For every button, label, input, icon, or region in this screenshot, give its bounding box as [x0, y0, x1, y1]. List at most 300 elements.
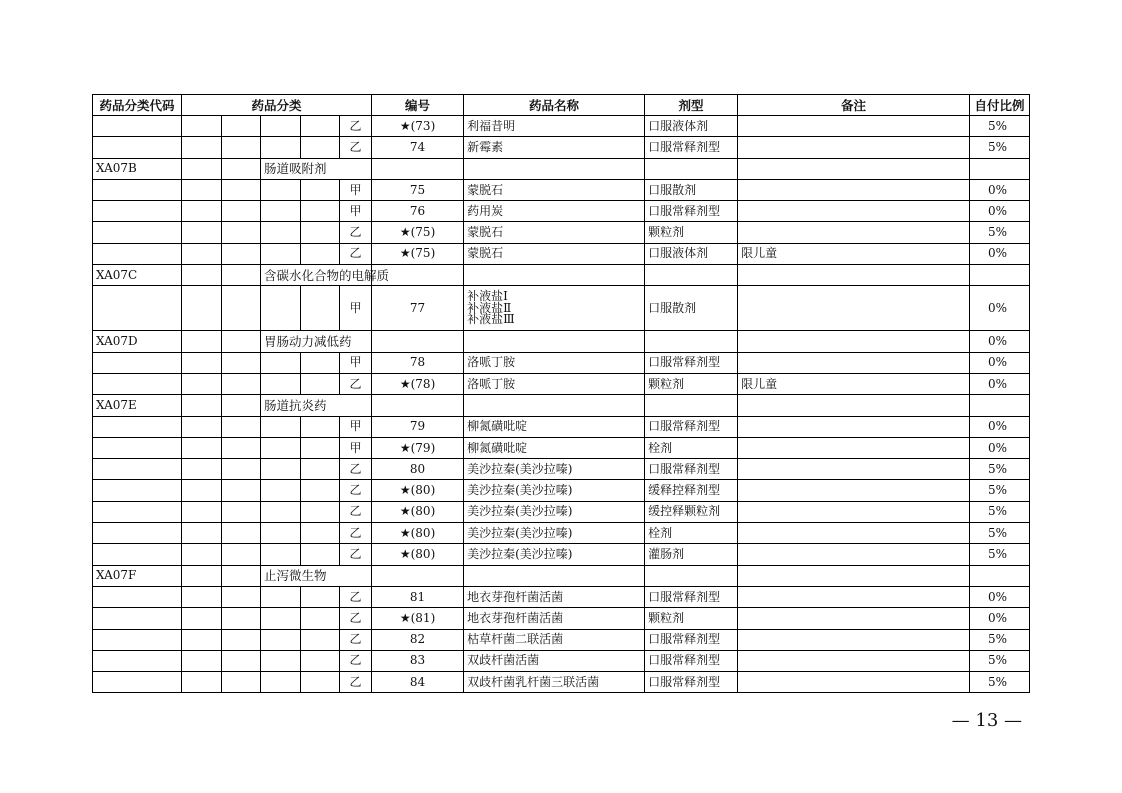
remarks-cell — [738, 286, 970, 331]
empty-cell — [464, 565, 645, 586]
empty-cell — [182, 544, 222, 565]
drug-name-cell — [464, 179, 645, 200]
empty-cell — [182, 672, 222, 693]
empty-cell — [93, 222, 182, 243]
ratio-cell: 5% — [970, 501, 1030, 522]
table-body — [93, 116, 1030, 693]
empty-cell — [261, 629, 301, 650]
empty-cell — [645, 331, 738, 352]
empty-cell — [182, 265, 222, 286]
table-row — [93, 222, 1030, 243]
empty-cell — [222, 265, 261, 286]
remarks-cell — [738, 629, 970, 650]
empty-cell — [222, 523, 261, 544]
empty-cell — [301, 373, 340, 394]
drug-name-text: 药用炭 — [467, 203, 504, 218]
empty-cell — [261, 416, 301, 437]
ratio-cell: 5% — [970, 544, 1030, 565]
drug-class-cell: 乙 — [340, 459, 372, 480]
category-row — [93, 331, 1030, 352]
drug-name-text: 美沙拉秦(美沙拉嗪) — [467, 525, 573, 540]
drug-class-cell: 甲 — [340, 201, 372, 222]
empty-cell — [182, 480, 222, 501]
dosage-form-cell: 口服散剂 — [645, 286, 738, 331]
remarks-cell — [738, 523, 970, 544]
empty-cell — [464, 331, 645, 352]
empty-cell — [222, 137, 261, 158]
drug-name-cell — [464, 523, 645, 544]
ratio-cell: 0% — [970, 352, 1030, 373]
empty-cell — [182, 416, 222, 437]
drug-class-cell: 乙 — [340, 523, 372, 544]
table-row — [93, 629, 1030, 650]
drug-class-cell: 甲 — [340, 437, 372, 458]
dosage-form-cell: 口服常释剂型 — [645, 352, 738, 373]
empty-cell — [261, 480, 301, 501]
drug-name-cell — [464, 137, 645, 158]
header-category: 药品分类 — [182, 95, 372, 116]
category-code-cell: XA07F — [93, 565, 182, 586]
drug-name-cell — [464, 672, 645, 693]
empty-cell — [301, 179, 340, 200]
empty-cell — [222, 501, 261, 522]
empty-cell — [222, 629, 261, 650]
empty-cell — [182, 459, 222, 480]
drug-name-cell — [464, 116, 645, 137]
drug-class-cell: 乙 — [340, 480, 372, 501]
empty-cell — [182, 137, 222, 158]
empty-cell — [182, 608, 222, 629]
remarks-cell — [738, 672, 970, 693]
ratio-cell: 0% — [970, 331, 1030, 352]
drug-class-cell: 甲 — [340, 179, 372, 200]
drug-name-cell — [464, 586, 645, 607]
empty-cell — [301, 222, 340, 243]
drug-number-cell: ★(80) — [372, 523, 464, 544]
empty-cell — [301, 286, 340, 331]
remarks-cell — [738, 586, 970, 607]
drug-name-text: 双歧杆菌乳杆菌三联活菌 — [467, 674, 600, 689]
remarks-cell — [738, 501, 970, 522]
empty-cell — [93, 137, 182, 158]
empty-cell — [222, 331, 261, 352]
table-row — [93, 116, 1030, 137]
category-name-cell: 止泻微生物 — [261, 565, 372, 586]
empty-cell — [182, 629, 222, 650]
drug-number-cell: 81 — [372, 586, 464, 607]
table-row — [93, 201, 1030, 222]
empty-cell — [182, 437, 222, 458]
drug-name-text: 双歧杆菌活菌 — [467, 653, 540, 668]
drug-name-text: 地衣芽孢杆菌活菌 — [467, 610, 564, 625]
dosage-form-cell: 缓释控释剂型 — [645, 480, 738, 501]
empty-cell — [261, 672, 301, 693]
table-row — [93, 416, 1030, 437]
empty-cell — [222, 565, 261, 586]
drug-number-cell: 75 — [372, 179, 464, 200]
category-row — [93, 158, 1030, 179]
ratio-cell: 5% — [970, 650, 1030, 671]
remarks-cell — [738, 544, 970, 565]
drug-name-text: 蒙脱石 — [467, 225, 504, 240]
empty-cell — [301, 459, 340, 480]
empty-cell — [301, 501, 340, 522]
empty-cell — [182, 158, 222, 179]
table-row — [93, 501, 1030, 522]
drug-name-text: 蒙脱石 — [467, 182, 504, 197]
table-row — [93, 459, 1030, 480]
category-code-cell: XA07E — [93, 395, 182, 416]
empty-cell — [93, 672, 182, 693]
empty-cell — [261, 501, 301, 522]
drug-number-cell: ★(80) — [372, 501, 464, 522]
empty-cell — [372, 158, 464, 179]
drug-name-cell — [464, 501, 645, 522]
empty-cell — [261, 437, 301, 458]
remarks-cell — [738, 480, 970, 501]
remarks-cell — [738, 222, 970, 243]
empty-cell — [93, 243, 182, 264]
remarks-cell — [738, 608, 970, 629]
remarks-cell — [738, 352, 970, 373]
drug-name-text: 美沙拉秦(美沙拉嗪) — [467, 483, 573, 498]
table-row — [93, 437, 1030, 458]
empty-cell — [261, 459, 301, 480]
drug-name-cell — [464, 544, 645, 565]
category-name-cell: 胃肠动力减低药 — [261, 331, 372, 352]
dosage-form-cell: 口服散剂 — [645, 179, 738, 200]
empty-cell — [93, 179, 182, 200]
drug-class-cell: 乙 — [340, 586, 372, 607]
drug-number-cell: 76 — [372, 201, 464, 222]
drug-class-cell: 乙 — [340, 373, 372, 394]
empty-cell — [301, 201, 340, 222]
drug-class-cell: 甲 — [340, 352, 372, 373]
table-row — [93, 650, 1030, 671]
empty-cell — [93, 544, 182, 565]
drug-name-cell — [464, 286, 645, 331]
empty-cell — [93, 416, 182, 437]
empty-cell — [372, 331, 464, 352]
empty-cell — [301, 629, 340, 650]
empty-cell — [464, 395, 645, 416]
ratio-cell: 0% — [970, 608, 1030, 629]
header-code: 药品分类代码 — [93, 95, 182, 116]
table-row — [93, 373, 1030, 394]
remarks-cell — [738, 116, 970, 137]
ratio-cell: 0% — [970, 416, 1030, 437]
table-row — [93, 352, 1030, 373]
ratio-cell: 5% — [970, 459, 1030, 480]
drug-name-cell — [464, 459, 645, 480]
empty-cell — [301, 480, 340, 501]
drug-class-cell: 乙 — [340, 544, 372, 565]
empty-cell — [301, 243, 340, 264]
drug-number-cell: 78 — [372, 352, 464, 373]
table-row — [93, 243, 1030, 264]
empty-cell — [93, 201, 182, 222]
drug-name-text: 洛哌丁胺 — [467, 355, 516, 370]
ratio-cell: 5% — [970, 480, 1030, 501]
empty-cell — [93, 437, 182, 458]
ratio-cell: 5% — [970, 222, 1030, 243]
empty-cell — [182, 395, 222, 416]
drug-class-cell: 乙 — [340, 672, 372, 693]
empty-cell — [261, 286, 301, 331]
empty-cell — [182, 501, 222, 522]
dosage-form-cell: 栓剂 — [645, 523, 738, 544]
dosage-form-cell: 颗粒剂 — [645, 608, 738, 629]
ratio-cell — [970, 565, 1030, 586]
header-form: 剂型 — [645, 95, 738, 116]
remarks-cell — [738, 201, 970, 222]
drug-class-cell: 乙 — [340, 629, 372, 650]
empty-cell — [645, 158, 738, 179]
ratio-cell: 0% — [970, 437, 1030, 458]
ratio-cell: 0% — [970, 201, 1030, 222]
empty-cell — [222, 608, 261, 629]
drug-name-cell — [464, 352, 645, 373]
drug-name-cell — [464, 222, 645, 243]
empty-cell — [182, 373, 222, 394]
empty-cell — [93, 629, 182, 650]
drug-number-cell: ★(75) — [372, 243, 464, 264]
category-row — [93, 265, 1030, 286]
empty-cell — [93, 586, 182, 607]
dosage-form-cell: 口服常释剂型 — [645, 629, 738, 650]
header-number: 编号 — [372, 95, 464, 116]
empty-cell — [301, 672, 340, 693]
empty-cell — [261, 137, 301, 158]
category-name-cell: 肠道吸附剂 — [261, 158, 372, 179]
drug-name-cell — [464, 629, 645, 650]
empty-cell — [182, 201, 222, 222]
empty-cell — [182, 352, 222, 373]
empty-cell — [261, 222, 301, 243]
header-ratio: 自付比例 — [970, 95, 1030, 116]
ratio-cell: 0% — [970, 243, 1030, 264]
remarks-cell — [738, 416, 970, 437]
category-code-cell: XA07C — [93, 265, 182, 286]
empty-cell — [222, 586, 261, 607]
empty-cell — [222, 222, 261, 243]
empty-cell — [261, 608, 301, 629]
empty-cell — [301, 586, 340, 607]
ratio-cell: 0% — [970, 586, 1030, 607]
drug-name-cell — [464, 243, 645, 264]
empty-cell — [222, 116, 261, 137]
drug-name-text: 柳氮磺吡啶 — [467, 419, 528, 434]
table-row — [93, 137, 1030, 158]
dosage-form-cell: 口服常释剂型 — [645, 586, 738, 607]
empty-cell — [222, 352, 261, 373]
empty-cell — [93, 373, 182, 394]
drug-name-text: 补液盐Ⅲ — [467, 312, 515, 327]
empty-cell — [222, 158, 261, 179]
empty-cell — [645, 265, 738, 286]
table-header-row — [93, 95, 1030, 116]
drug-name-text: 柳氮磺吡啶 — [467, 440, 528, 455]
empty-cell — [261, 544, 301, 565]
empty-cell — [301, 650, 340, 671]
drug-name-text: 利福昔明 — [467, 118, 516, 133]
drug-class-cell: 乙 — [340, 501, 372, 522]
empty-cell — [301, 544, 340, 565]
drug-name-text: 美沙拉秦(美沙拉嗪) — [467, 461, 573, 476]
drug-name-cell — [464, 437, 645, 458]
empty-cell — [301, 523, 340, 544]
empty-cell — [182, 586, 222, 607]
empty-cell — [93, 608, 182, 629]
drug-number-cell: ★(80) — [372, 480, 464, 501]
empty-cell — [222, 416, 261, 437]
dosage-form-cell: 口服常释剂型 — [645, 650, 738, 671]
drug-number-cell: 83 — [372, 650, 464, 671]
empty-cell — [182, 222, 222, 243]
drug-name-text: 美沙拉秦(美沙拉嗪) — [467, 546, 573, 561]
empty-cell — [93, 352, 182, 373]
empty-cell — [261, 352, 301, 373]
dosage-form-cell: 颗粒剂 — [645, 373, 738, 394]
drug-number-cell: 84 — [372, 672, 464, 693]
dosage-form-cell: 颗粒剂 — [645, 222, 738, 243]
table-row — [93, 672, 1030, 693]
table-row — [93, 544, 1030, 565]
empty-cell — [182, 179, 222, 200]
ratio-cell: 5% — [970, 629, 1030, 650]
drug-class-cell: 乙 — [340, 222, 372, 243]
dosage-form-cell: 口服常释剂型 — [645, 201, 738, 222]
category-name-cell: 含碳水化合物的电解质 — [261, 265, 372, 286]
drug-class-cell: 乙 — [340, 116, 372, 137]
empty-cell — [738, 265, 970, 286]
empty-cell — [738, 158, 970, 179]
drug-name-cell — [464, 416, 645, 437]
dosage-form-cell: 栓剂 — [645, 437, 738, 458]
page-number: — 13 — — [951, 710, 1022, 731]
empty-cell — [645, 565, 738, 586]
empty-cell — [261, 201, 301, 222]
table-row — [93, 523, 1030, 544]
empty-cell — [222, 243, 261, 264]
drug-class-cell: 乙 — [340, 608, 372, 629]
empty-cell — [222, 179, 261, 200]
table-row — [93, 480, 1030, 501]
dosage-form-cell: 口服液体剂 — [645, 116, 738, 137]
remarks-cell — [738, 650, 970, 671]
remarks-cell — [738, 459, 970, 480]
empty-cell — [261, 243, 301, 264]
empty-cell — [222, 395, 261, 416]
drug-class-cell: 甲 — [340, 416, 372, 437]
ratio-cell: 5% — [970, 523, 1030, 544]
dosage-form-cell: 口服常释剂型 — [645, 416, 738, 437]
drug-name-cell — [464, 201, 645, 222]
ratio-cell — [970, 265, 1030, 286]
empty-cell — [222, 437, 261, 458]
empty-cell — [372, 395, 464, 416]
empty-cell — [738, 395, 970, 416]
dosage-form-cell: 口服常释剂型 — [645, 672, 738, 693]
ratio-cell: 5% — [970, 137, 1030, 158]
remarks-cell: 限儿童 — [738, 243, 970, 264]
ratio-cell: 5% — [970, 672, 1030, 693]
drug-name-text: 洛哌丁胺 — [467, 376, 516, 391]
ratio-cell — [970, 395, 1030, 416]
drug-number-cell: ★(78) — [372, 373, 464, 394]
drug-name-text: 地衣芽孢杆菌活菌 — [467, 589, 564, 604]
category-row — [93, 395, 1030, 416]
empty-cell — [93, 480, 182, 501]
empty-cell — [464, 265, 645, 286]
table-row — [93, 179, 1030, 200]
empty-cell — [645, 395, 738, 416]
drug-number-cell: ★(81) — [372, 608, 464, 629]
dosage-form-cell: 口服液体剂 — [645, 243, 738, 264]
dosage-form-cell: 灌肠剂 — [645, 544, 738, 565]
drug-number-cell: ★(80) — [372, 544, 464, 565]
drug-name-cell — [464, 650, 645, 671]
empty-cell — [301, 608, 340, 629]
drug-class-cell: 乙 — [340, 650, 372, 671]
ratio-cell: 5% — [970, 116, 1030, 137]
drug-number-cell: 82 — [372, 629, 464, 650]
dosage-form-cell: 缓控释颗粒剂 — [645, 501, 738, 522]
empty-cell — [93, 459, 182, 480]
empty-cell — [738, 565, 970, 586]
empty-cell — [464, 158, 645, 179]
drug-number-cell: ★(75) — [372, 222, 464, 243]
table-row — [93, 586, 1030, 607]
table-row — [93, 286, 1030, 331]
drug-number-cell: 80 — [372, 459, 464, 480]
empty-cell — [222, 650, 261, 671]
remarks-cell: 限儿童 — [738, 373, 970, 394]
empty-cell — [301, 137, 340, 158]
dosage-form-cell: 口服常释剂型 — [645, 137, 738, 158]
drug-number-cell: 77 — [372, 286, 464, 331]
empty-cell — [182, 565, 222, 586]
drug-class-cell: 乙 — [340, 137, 372, 158]
empty-cell — [93, 650, 182, 671]
empty-cell — [93, 523, 182, 544]
drug-number-cell: ★(73) — [372, 116, 464, 137]
dosage-form-cell: 口服常释剂型 — [645, 459, 738, 480]
remarks-cell — [738, 437, 970, 458]
empty-cell — [222, 201, 261, 222]
drug-name-text: 美沙拉秦(美沙拉嗪) — [467, 504, 573, 519]
empty-cell — [738, 331, 970, 352]
empty-cell — [222, 286, 261, 331]
category-row — [93, 565, 1030, 586]
remarks-cell — [738, 179, 970, 200]
empty-cell — [182, 243, 222, 264]
drug-name-cell — [464, 480, 645, 501]
empty-cell — [261, 373, 301, 394]
drug-name-text: 补液盐Ⅱ — [467, 300, 512, 315]
header-name: 药品名称 — [464, 95, 645, 116]
ratio-cell — [970, 158, 1030, 179]
empty-cell — [261, 650, 301, 671]
table-row — [93, 608, 1030, 629]
drug-class-cell: 甲 — [340, 286, 372, 331]
empty-cell — [301, 416, 340, 437]
empty-cell — [222, 544, 261, 565]
ratio-cell: 0% — [970, 179, 1030, 200]
empty-cell — [182, 523, 222, 544]
empty-cell — [93, 116, 182, 137]
empty-cell — [222, 459, 261, 480]
